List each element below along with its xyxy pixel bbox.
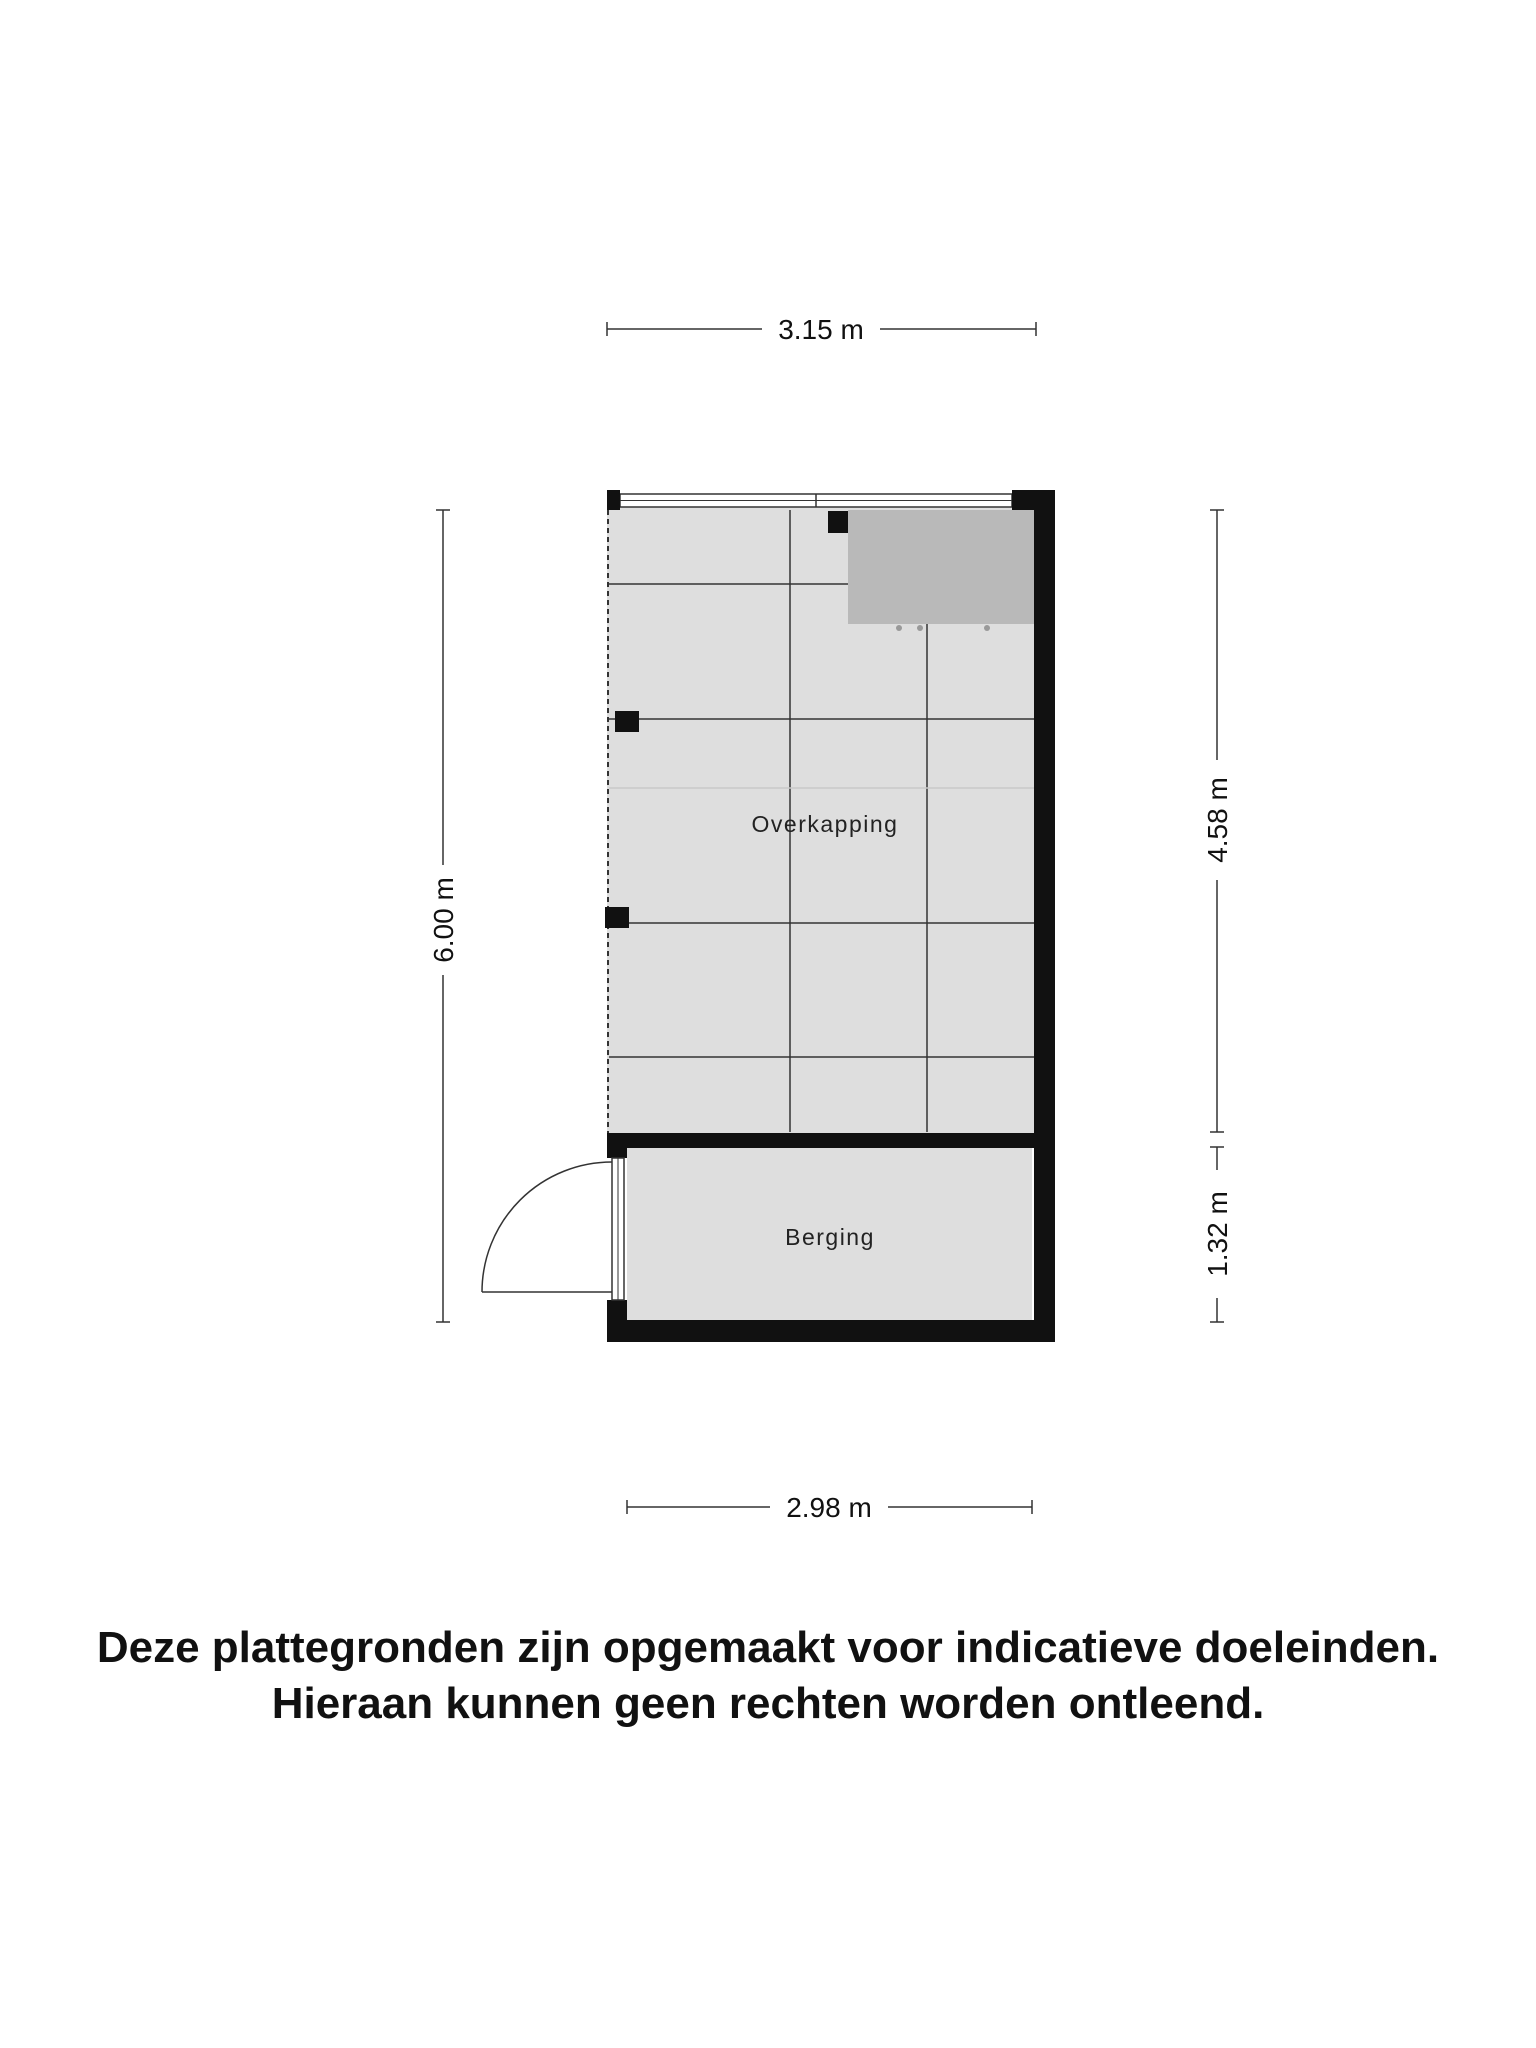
room-label-berging: Berging [785, 1224, 875, 1250]
post [828, 511, 848, 533]
berging-left-wall-bottom [607, 1300, 627, 1342]
room-label-overkapping: Overkapping [751, 811, 899, 837]
right-wall-vertical [1034, 490, 1055, 1342]
post [615, 711, 639, 732]
post [605, 907, 629, 928]
dividing-wall [607, 1133, 1055, 1148]
berging-left-wall-top [607, 1148, 627, 1158]
berging-bottom-wall [607, 1320, 1055, 1342]
dimension-label-bottom: 2.98 m [786, 1492, 872, 1523]
dimension-label-top: 3.15 m [778, 314, 864, 345]
dimension-label-right-lower: 1.32 m [1202, 1191, 1233, 1277]
top-left-corner [607, 490, 620, 510]
door-swing-arc [482, 1162, 612, 1292]
counter-block [848, 510, 1034, 624]
disclaimer-line-1: Deze plattegronden zijn opgemaakt voor indicatieve doeleinden. [96, 1623, 1440, 1672]
disclaimer-line-2: Hieraan kunnen geen rechten worden ontleend. [271, 1679, 1265, 1728]
dimension-label-right-upper: 4.58 m [1202, 777, 1233, 863]
dimension-label-left: 6.00 m [428, 877, 459, 963]
disclaimer [0, 1620, 1536, 1732]
